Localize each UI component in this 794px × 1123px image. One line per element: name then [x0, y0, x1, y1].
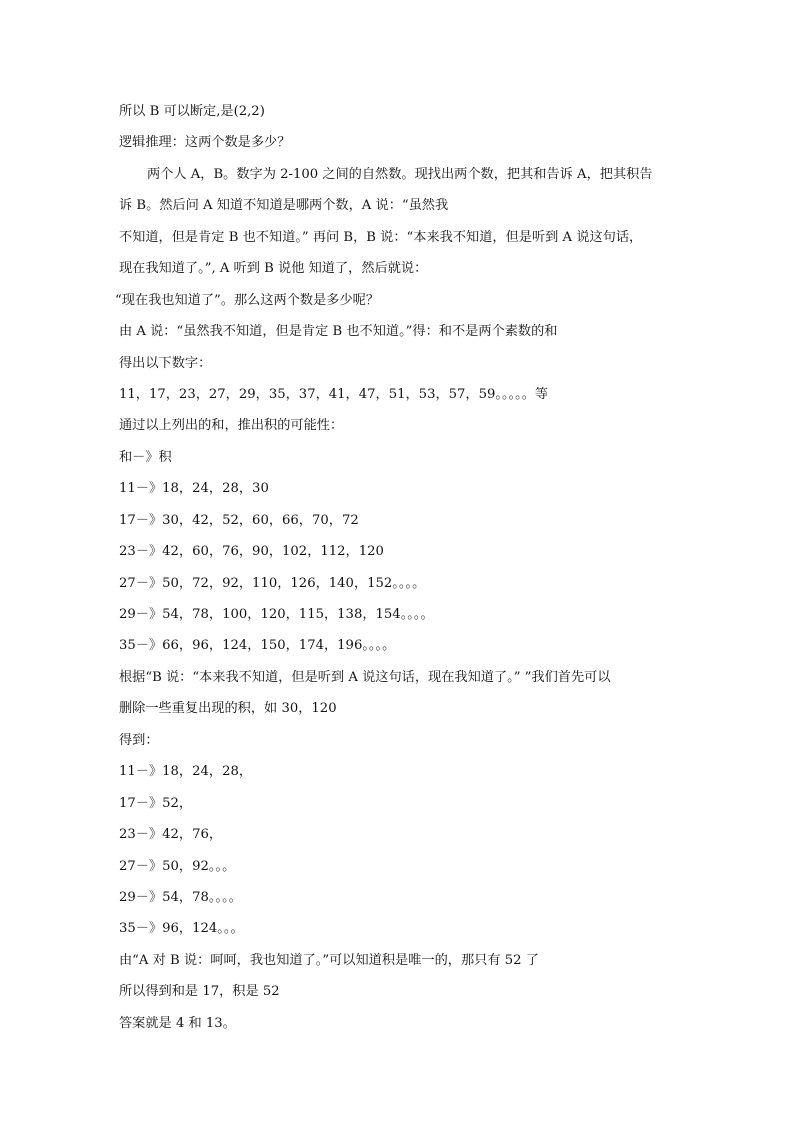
text-line: 诉 B。然后问 A 知道不知道是哪两个数，A 说：“虽然我 [119, 198, 449, 214]
text-line: 由“A 对 B 说：呵呵，我也知道了。”可以知道积是唯一的，那只有 52 了 [119, 952, 539, 968]
text-line: 23－》42，76， [119, 827, 223, 843]
text-line: 通过以上列出的和，推出积的可能性： [119, 418, 344, 434]
text-line: 27－》50，92。。。 [119, 858, 236, 874]
text-line: 17－》30，42，52，60，66，70，72 [119, 512, 359, 528]
document-body [115, 101, 679, 1044]
text-line: 11－》18，24，28，30 [119, 481, 269, 497]
text-line: 29－》54，78。。。。 [119, 889, 242, 905]
text-line: 11－》18，24，28， [119, 764, 253, 780]
text-line: 答案就是 4 和 13。 [119, 1015, 236, 1031]
text-line: 不知道，但是肯定 B 也不知道。” 再问 B，B 说：“本来我不知道，但是听到 A 说这句话， [119, 229, 643, 245]
text-line: 所以 B 可以断定,是(2,2) [119, 104, 265, 119]
text-line: 和－》积 [119, 449, 172, 465]
text-line: 两个人 A，B。数字为 2-100 之间的自然数。现找出两个数，把其和告诉 A，把其积告 [147, 166, 653, 182]
text-line: 逻辑推理：这两个数是多少？ [119, 135, 291, 151]
text-line: 删除一些重复出现的积，如 30，120 [119, 701, 337, 717]
text-line: 23－》42，60，76，90，102，112，120 [119, 544, 384, 560]
text-line: 得出以下数字： [119, 355, 212, 371]
text-line: 29－》54，78，100，120，115，138，154。。。。 [119, 607, 434, 622]
text-line: “现在我也知道了”。那么这两个数是多少呢？ [115, 292, 380, 308]
text-line: 根据“B 说：“本来我不知道，但是听到 A 说这句话，现在我知道了。” ”我们首先可以 [119, 669, 611, 685]
text-line: 11，17，23，27，29，35，37，41，47，51，53，57，59。。。。。等 [119, 386, 549, 402]
text-line: 35－》66，96，124，150，174，196。。。。 [119, 638, 396, 654]
text-line: 17－》52， [119, 795, 193, 811]
text-line: 27－》50，72，92，110，126，140，152。。。。 [119, 575, 426, 591]
text-line: 得到： [119, 732, 159, 748]
text-line: 所以得到和是 17，积是 52 [119, 984, 280, 1000]
text-line: 35－》96，124。。。 [119, 921, 244, 937]
text-line: 现在我知道了。”, A 听到 B 说他 知道了，然后就说： [119, 261, 428, 277]
text-line: 由 A 说：“虽然我不知道，但是肯定 B 也不知道。”得：和不是两个素数的和 [119, 324, 558, 340]
